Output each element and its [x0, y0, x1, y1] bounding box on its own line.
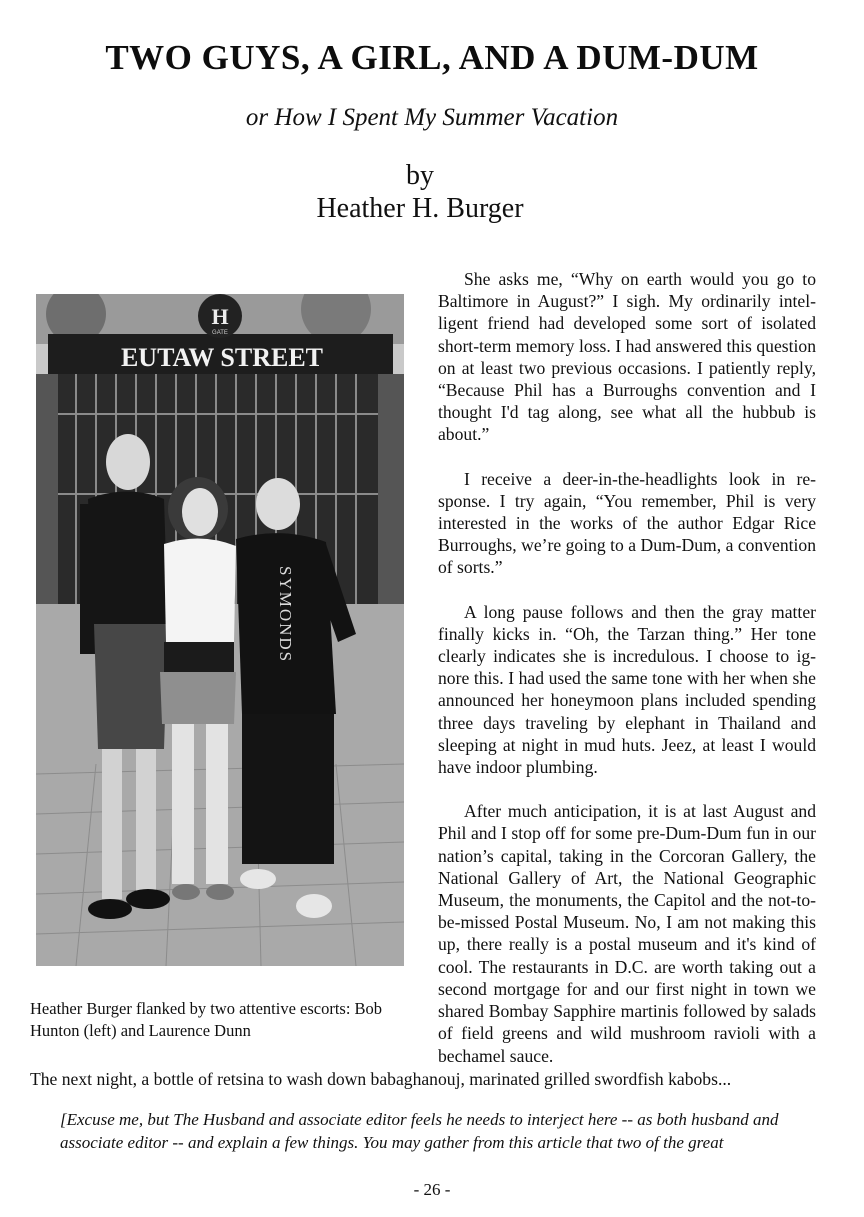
editor-note: [Excuse me, but The Husband and associate editor feels he needs to interject here -- as both husband and associate editor -- and explain a few things. You may gather from this article that two of the great [60, 1110, 779, 1152]
photo-caption: Heather Burger flanked by two attentive escorts: Bob Hunton (left) and Laurence Dunn [30, 999, 383, 1040]
article-photo [36, 294, 404, 966]
article-subtitle: or How I Spent My Summer Vacation [245, 104, 619, 131]
author-name: Heather H. Burger [316, 193, 524, 224]
body-paragraph: I receive a deer-in-the-headlights look in response. I try again, “You remember, Phil is very interested in the works of the author Edgar Rice Burroughs, we’re going to a Dum-Dum, a convention of sorts.” [438, 468, 816, 578]
byline: by [406, 160, 434, 191]
gate-small-text: GATE [212, 330, 228, 336]
body-column [438, 268, 816, 1067]
shirt-text: SYMONDS [276, 566, 295, 664]
body-paragraph: A long pause follows and then the gray matter finally kicks in. “Oh, the Tarzan thing.” Her tone clearly indicates she is incredulous. I choose to ignore this. I had used the same tone with her when she announced her honeymoon plans included spending three days traveling by elephant in Thailand and sleeping at night in mud huts. Jeez, at least I would have indoor plumbing. [438, 601, 816, 778]
gate-sign-text: EUTAW STREET [120, 343, 324, 372]
body-paragraph: After much anticipation, it is at last August and Phil and I stop off for some pre-Dum-Dum fun in our nation’s capital, taking in the Corcoran Gallery, the National Gallery of Art, the National Geographic Museum, the monuments, the Capitol and the not-to-be-missed Postal Museum. No, I am not making this up, there really is a postal museum and it's kind of cool. The restaurants in D.C. are worth taking out a second mortgage for and our first night in town we shared Bombay Sapphire martinis followed by salads of field greens and wild mushroom ravioli with a bechamel sauce. [438, 801, 816, 1066]
article-title: TWO GUYS, A GIRL, AND A DUM-DUM [105, 38, 759, 77]
body-paragraph: She asks me, “Why on earth would you go to Baltimore in August?” I sigh. My ordinarily intelligent friend had developed some sort of isolated short-term memory loss. I had answered this question on at least two previous occasions. I patiently reply, “Because Phil has a Burroughs convention and I thought I'd tag along, see what all the hubbub is about.” [438, 269, 816, 445]
page-number: - 26 - [413, 1180, 451, 1199]
body-continuation: The next night, a bottle of retsina to wash down babaghanouj, marinated grilled swordfish kabobs... [30, 1069, 732, 1089]
gate-letter: H [211, 304, 229, 329]
